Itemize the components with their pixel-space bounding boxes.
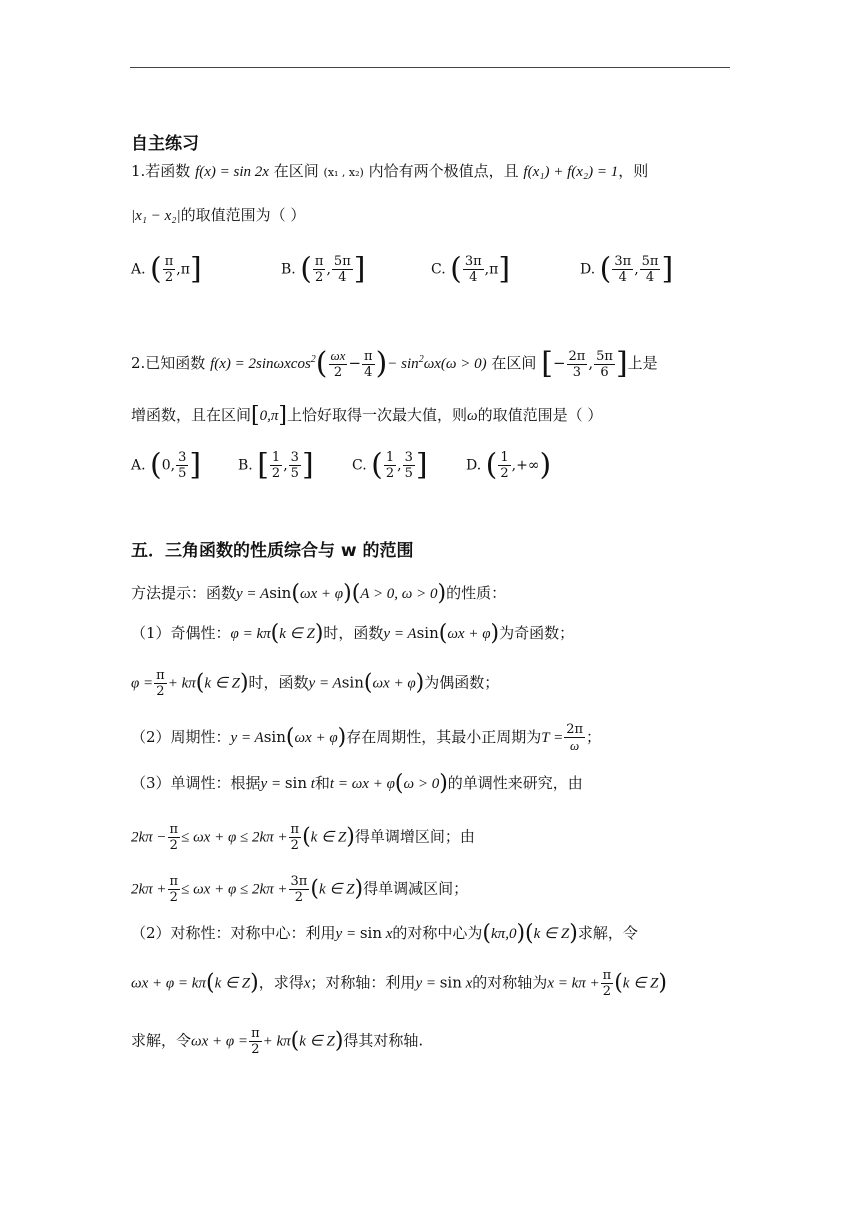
q2-line2: 增函数，且在区间[0,π]上恰好取得一次最大值，则ω的取值范围是（ ） — [131, 403, 603, 428]
fraction: $\frac{\pi}{2}$ — [164, 254, 174, 285]
bracket-close: ] — [498, 251, 511, 287]
fraction: $\frac{3\pi}{4}$ — [614, 254, 632, 285]
paren-open: ( — [315, 346, 328, 381]
option-label: D. — [466, 457, 482, 474]
q1-option-b[interactable]: B. ( $\frac{\pi}{2}$ , $\frac{5\pi}{4}$ ] — [281, 251, 366, 287]
fraction: $\frac{\omega x}{2}$ — [330, 348, 346, 380]
bracket-open: [ — [257, 447, 269, 483]
q1-abs-expr: |x₁ − x₂| — [131, 208, 181, 224]
q2-line2a: 增函数，且在区间 — [131, 406, 252, 424]
parity-d: 时，函数 — [248, 673, 309, 692]
q1-line1 — [131, 160, 648, 184]
option-label: C. — [352, 457, 367, 474]
fraction: $\frac{1}{2}$ — [271, 450, 281, 481]
sym-f: 的对称轴为 — [472, 973, 548, 992]
mono-e: 得单调减区间； — [363, 879, 469, 898]
sym-h: 得其对称轴. — [343, 1031, 424, 1050]
fraction: $\frac{3\pi}{2}$ — [290, 874, 308, 905]
method-sym-line1: （2）对称性：对称中心：利用y = sin x的对称中心为(kπ,0)(k ∈ Z)求解，令 — [131, 921, 638, 946]
fraction: $\frac{\pi}{2}$ — [169, 874, 179, 905]
q1-prefix: 1.若函数 — [131, 162, 191, 180]
method-parity-line2: φ = $\frac{\pi}{2}$ + kπ(k ∈ Z)时，函数y = Asin(ωx + φ)为偶函数； — [131, 668, 500, 699]
bracket-open: [ — [251, 403, 260, 428]
mono-label: （3）单调性：根据 — [131, 774, 261, 792]
q1-mid2: 内恰有两个极值点，且 — [368, 162, 519, 180]
option-label: B. — [238, 457, 253, 474]
mono-c: 的单调性来研究，由 — [447, 774, 583, 792]
fraction: $\frac{1}{2}$ — [500, 450, 509, 481]
q2-option-a[interactable]: A. (0, $\frac{3}{5}$ ] — [131, 447, 202, 483]
method-sym-line2: ωx + φ = kπ(k ∈ Z)，求得x；对称轴：利用y = sin x的对称轴为x = kπ + $\frac{\pi}{2}$ (k ∈ Z) — [131, 968, 667, 999]
sym-g: 求解，令 — [131, 1031, 192, 1050]
q2-prefix: 2.已知函数 — [131, 354, 206, 372]
paren-open: ( — [150, 251, 162, 287]
option-label: B. — [281, 261, 296, 278]
sym-e: ；对称轴：利用 — [310, 973, 416, 992]
sym-b: 的对称中心为 — [392, 924, 483, 942]
q1-interval: (x₁ , x₂) — [323, 166, 364, 179]
bracket-open: [ — [541, 346, 553, 381]
fraction: $\frac{5\pi}{6}$ — [596, 348, 613, 380]
fraction: $\frac{1}{2}$ — [385, 450, 395, 481]
section5-title: 五．三角函数的性质综合与 w 的范围 — [131, 541, 414, 561]
paren-close: ) — [375, 346, 388, 381]
q2-line2c: 的取值范围是（ ） — [477, 406, 603, 424]
paren-open: ( — [150, 447, 162, 483]
period-label: （2）周期性： — [131, 728, 231, 746]
q1-line2 — [131, 204, 305, 227]
q2-option-b[interactable]: B. [ $\frac{1}{2}$ , $\frac{3}{5}$ ] — [238, 447, 314, 483]
period-b: 存在周期性，其最小正周期为 — [346, 728, 542, 746]
q1-tail: ，则 — [618, 162, 649, 180]
q2-line1: 2.已知函数 f(x) = 2sinωxcos$^2$( $\frac{\omega x}{2}$ − $\frac{\pi}{4}$ )− $\sin^2\omega x(\omega > 0)$ 在区间 [− $\frac{2\pi}{3}$ , $\frac{5\pi}{6}$ ]上是 — [131, 346, 658, 381]
fraction: $\frac{2\pi}{\omega}$ — [566, 722, 584, 753]
fraction: $\frac{3\pi}{4}$ — [464, 254, 482, 285]
method-sym-line3: 求解，令ωx + φ = $\frac{\pi}{2}$ + kπ(k ∈ Z)得其对称轴. — [131, 1026, 424, 1057]
fraction: $\frac{\pi}{2}$ — [314, 254, 324, 285]
parity-label: （1）奇偶性： — [131, 624, 231, 642]
bracket-close: ] — [415, 447, 428, 483]
sym-d: ，求得 — [258, 973, 304, 992]
q2-option-c[interactable]: C. ( $\frac{1}{2}$ , $\frac{3}{5}$ ] — [352, 447, 428, 483]
option-label: A. — [131, 457, 146, 474]
parity-e: 为偶函数； — [424, 673, 500, 692]
parity-b: 时，函数 — [323, 624, 384, 642]
fraction: $\frac{\pi}{2}$ — [602, 968, 612, 999]
paren-open: ( — [450, 251, 462, 287]
fraction: $\frac{\pi}{2}$ — [169, 822, 179, 853]
method-period-line: （2）周期性：y = Asin(ωx + φ)存在周期性，其最小正周期为T = $\frac{2\pi}{\omega}$ ； — [131, 722, 602, 753]
q1-question: 的取值范围为（ ） — [180, 206, 306, 224]
option-label: D. — [580, 261, 596, 278]
sym-label: （2）对称性：对称中心：利用 — [131, 924, 336, 942]
fraction: $\frac{\pi}{2}$ — [156, 668, 165, 699]
method-mono-line1: （3）单调性：根据y = sin t和t = ωx + φ(ω > 0)的单调性来研究，由 — [131, 771, 583, 796]
q1-mid: 在区间 — [273, 162, 319, 180]
q2-mid: 在区间 — [491, 354, 537, 372]
method-mono-line2: 2kπ − $\frac{\pi}{2}$ ≤ ωx + φ ≤ 2kπ + $\frac{\pi}{2}$ (k ∈ Z)得单调增区间；由 — [131, 822, 475, 853]
fraction: $\frac{\pi}{4}$ — [364, 348, 373, 380]
method-line1: 方法提示：函数y = Asin(ωx + φ)(A > 0, ω > 0)的性质： — [131, 581, 507, 606]
section-title-self-practice: 自主练习 — [131, 134, 199, 154]
q1-condition: f(x₁) + f(x₂) = 1 — [523, 164, 619, 180]
q1-option-a[interactable]: A. ( $\frac{\pi}{2}$ ,π] — [131, 251, 202, 287]
method-parity-line: （1）奇偶性：φ = kπ(k ∈ Z)时，函数y = Asin(ωx + φ)为奇函数； — [131, 621, 575, 646]
q2-line2b: 上恰好取得一次最大值，则 — [286, 406, 467, 424]
fraction: $\frac{2\pi}{3}$ — [568, 348, 586, 380]
method-l1b: 的性质： — [446, 584, 507, 602]
paren-open: ( — [300, 251, 312, 287]
q2-option-d[interactable]: D. ( $\frac{1}{2}$ ,+∞) — [466, 447, 552, 483]
q2-function: f(x) = 2sinωxcos$^2$ — [210, 354, 316, 372]
fraction: $\frac{5\pi}{4}$ — [641, 254, 659, 285]
option-label: C. — [431, 261, 446, 278]
fraction: $\frac{3}{5}$ — [178, 450, 187, 481]
bracket-close: ] — [301, 447, 314, 483]
q1-function: f(x) = sin 2x — [195, 164, 269, 180]
bracket-close: ] — [353, 251, 366, 287]
q2-tail: 上是 — [627, 354, 658, 372]
option-label: A. — [131, 261, 146, 278]
header-rule — [130, 67, 730, 68]
sym-c: 求解，令 — [577, 924, 638, 942]
q1-option-d[interactable]: D. ( $\frac{3\pi}{4}$ , $\frac{5\pi}{4}$ ] — [580, 251, 674, 287]
paren-close: ) — [539, 447, 552, 483]
bracket-close: ] — [189, 251, 202, 287]
parity-c: 为奇函数； — [499, 624, 575, 642]
method-mono-line3: 2kπ + $\frac{\pi}{2}$ ≤ ωx + φ ≤ 2kπ + $\frac{3\pi}{2}$ (k ∈ Z)得单调减区间； — [131, 874, 469, 905]
mono-b: 和 — [314, 774, 330, 792]
fraction: $\frac{3}{5}$ — [290, 450, 299, 481]
paren-open: ( — [371, 447, 383, 483]
method-l1a: 方法提示：函数 — [131, 584, 237, 602]
paren-open: ( — [485, 447, 498, 483]
fraction: $\frac{3}{5}$ — [404, 450, 413, 481]
bracket-close: ] — [615, 346, 628, 381]
bracket-close: ] — [189, 447, 202, 483]
bracket-close: ] — [661, 251, 674, 287]
fraction: $\frac{\pi}{2}$ — [251, 1026, 260, 1057]
fraction: $\frac{5\pi}{4}$ — [333, 254, 351, 285]
bracket-close: ] — [278, 403, 287, 428]
fraction: $\frac{\pi}{2}$ — [290, 822, 300, 853]
paren-open: ( — [599, 251, 612, 287]
q1-option-c[interactable]: C. ( $\frac{3\pi}{4}$ ,π] — [431, 251, 511, 287]
mono-d: 得单调增区间；由 — [354, 827, 475, 846]
